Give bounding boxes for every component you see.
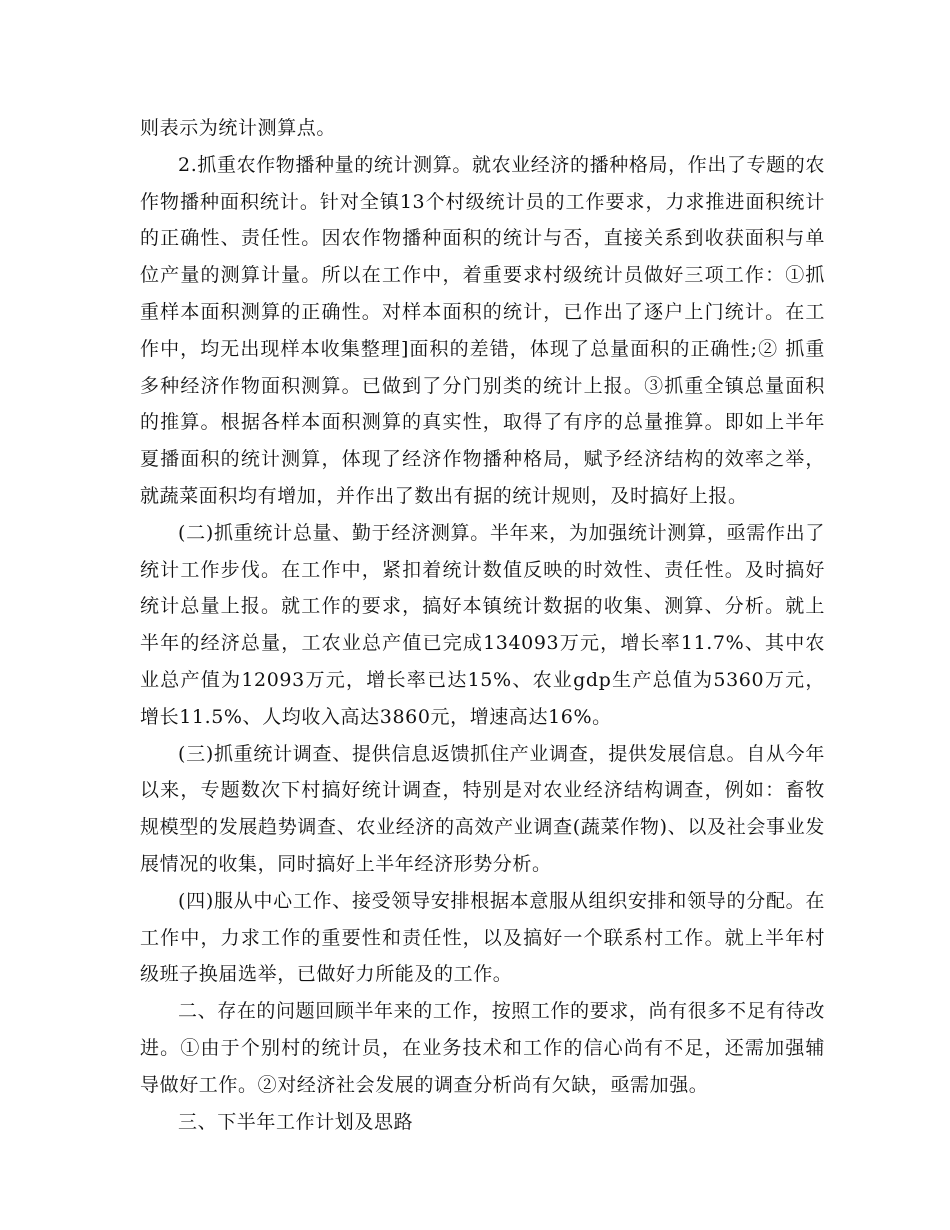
paragraph-existing-problems: 二、存在的问题回顾半年来的工作，按照工作的要求，尚有很多不足有待改进。①由于个别村的统计员，在业务技术和工作的信心尚有不足，还需加强辅导做好工作。②对经济社会发展的调查分析尚有欠缺，亟需加强。 (140, 1000, 825, 1096)
paragraph-next-half-plan-heading: 三、下半年工作计划及思路 (178, 1110, 414, 1133)
paragraph-continuation: 则表示为统计测算点。 (140, 117, 337, 139)
paragraph-economic-totals: (二)抓重统计总量、勤于经济测算。半年来，为加强统计测算，亟需作出了统计工作步伐。在工作中，紧扣着统计数值反映的时效性、责任性。及时搞好统计总量上报。就工作的要求，搞好本镇统计数据的收集、测算、分析。就上半年的经济总量，工农业总产值已完成134093万元，增长率11.7%、其中农业总产值为12093万元，增长率已达15%、农业gdp生产总值为5360万元，增长11.5%、人均收入高达3860元，增速高达16%。 (140, 521, 825, 728)
document-body (140, 110, 825, 1140)
paragraph-statistical-surveys: (三)抓重统计调查、提供信息返馈抓住产业调查，提供发展信息。自从今年以来，专题数次下村搞好统计调查，特别是对农业经济结构调查，例如：畜牧规模型的发展趋势调查、农业经济的高效产业调查(蔬菜作物)、以及社会事业发展情况的收集，同时搞好上半年经济形势分析。 (140, 742, 825, 875)
paragraph-central-work: (四)服从中心工作、接受领导安排根据本意服从组织安排和领导的分配。在工作中，力求工作的重要性和责任性，以及搞好一个联系村工作。就上半年村级班子换届选举，已做好力所能及的工作。 (140, 889, 825, 986)
paragraph-sowing-statistics: 2.抓重农作物播种量的统计测算。就农业经济的播种格局，作出了专题的农作物播种面积统计。针对全镇13个村级统计员的工作要求，力求推进面积统计的正确性、责任性。因农作物播种面积的统计与否，直接关系到收获面积与单位产量的测算计量。所以在工作中，着重要求村级统计员做好三项工作：①抓重样本面积测算的正确性。对样本面积的统计，已作出了逐户上门统计。在工作中，均无出现样本收集整理]面积的差错，体现了总量面积的正确性;② 抓重多种经济作物面积测算。已做到了分门别类的统计上报。③抓重全镇总量面积的推算。根据各样本面积测算的真实性，取得了有序的总量推算。即如上半年夏播面积的统计测算，体现了经济作物播种格局，赋予经济结构的效率之举，就蔬菜面积均有增加，并作出了数出有据的统计规则，及时搞好上报。 (140, 153, 825, 507)
